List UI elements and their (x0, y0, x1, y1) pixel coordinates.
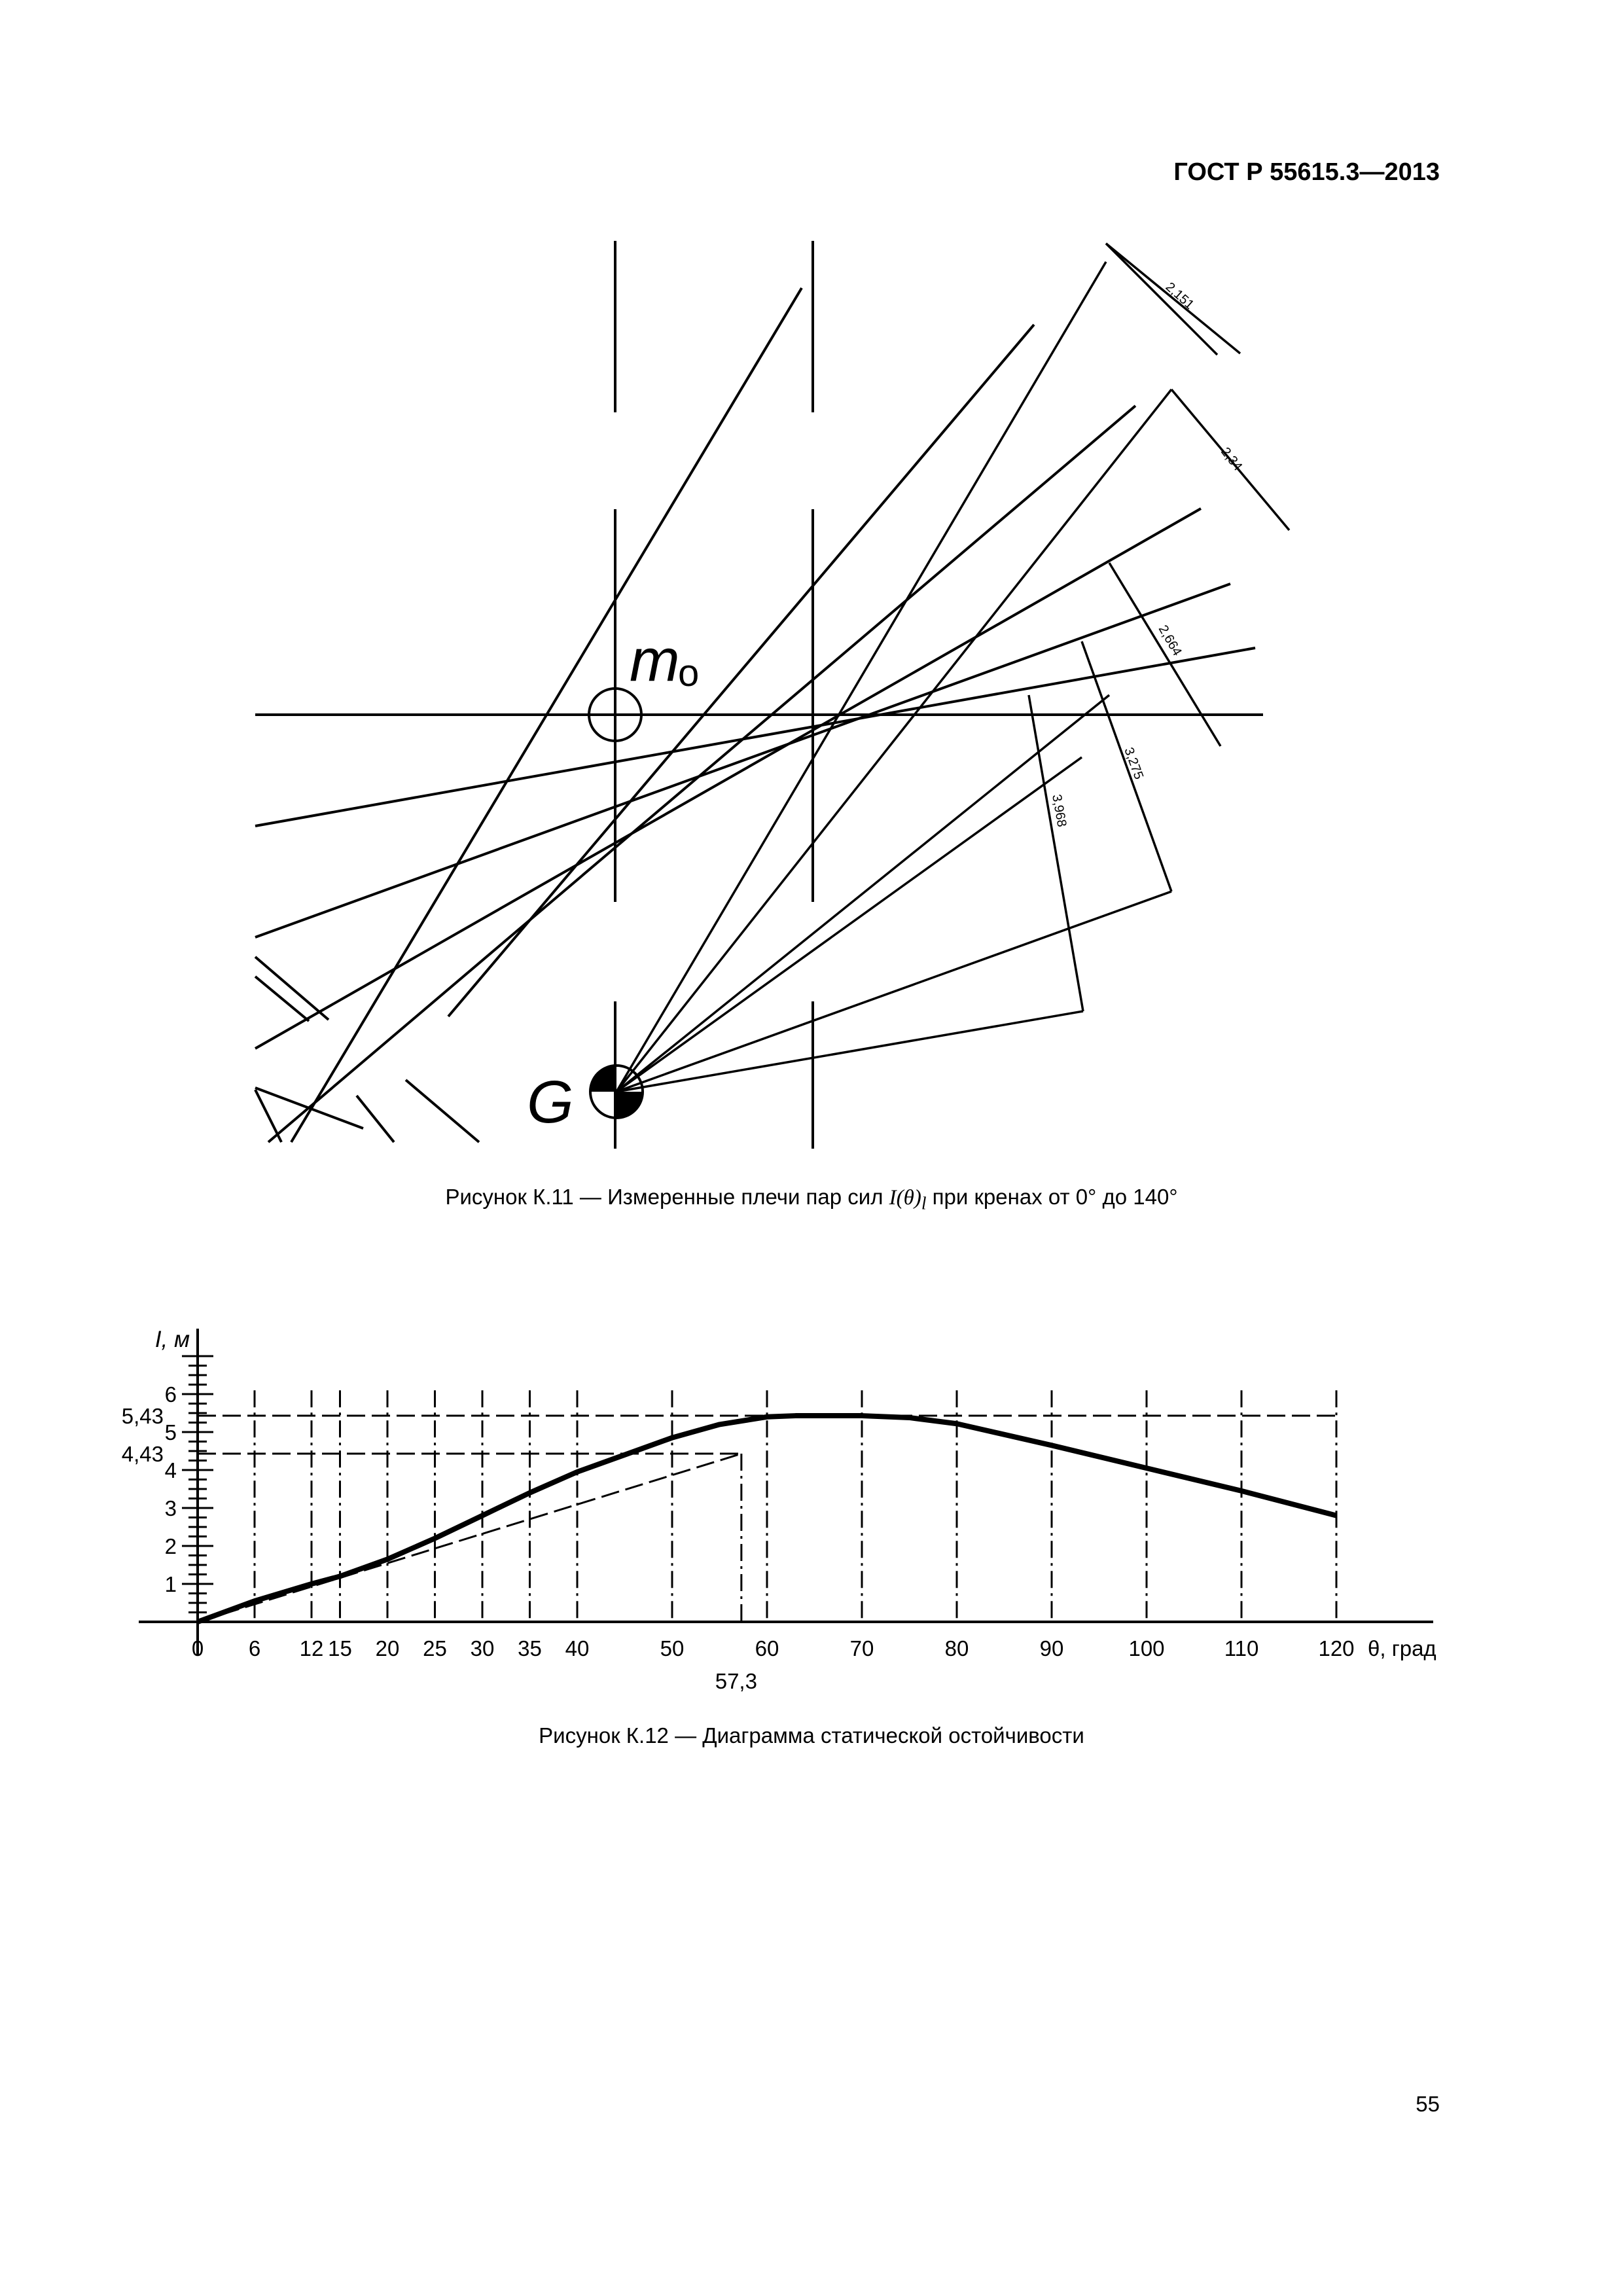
x-tick-label: 120 (1318, 1636, 1355, 1660)
y-tick-label: 1 (164, 1572, 177, 1596)
x-tick-label: 80 (944, 1636, 969, 1660)
metacentre-label: m (630, 627, 680, 694)
y-tick-label: 6 (164, 1382, 177, 1407)
tangent-line (198, 1454, 741, 1622)
x-tick-label: 90 (1039, 1636, 1064, 1660)
y-mark-label: 5,43 (121, 1404, 164, 1429)
x-tick-label: 50 (660, 1636, 685, 1660)
dimension-label: 3,968 (1049, 793, 1069, 829)
x-tick-label: 110 (1224, 1636, 1259, 1660)
x-tick-label: 6 (248, 1636, 261, 1660)
dimension-label: 2,34 (1218, 444, 1245, 474)
y-tick-label: 3 (164, 1496, 177, 1520)
x-tick-label: 15 (328, 1636, 352, 1660)
x-tick-label: 60 (755, 1636, 779, 1660)
y-mark-label: 4,43 (121, 1442, 164, 1467)
x-tick-label: 30 (470, 1636, 495, 1660)
chart-grid (198, 1390, 1336, 1622)
x-tick-label: 70 (849, 1636, 874, 1660)
dimension-label: 3,275 (1121, 745, 1147, 781)
dimension-label: 2,664 (1155, 622, 1185, 658)
caption-text-end: при кренах от 0° до 140° (926, 1185, 1178, 1209)
gravity-label: G (527, 1069, 574, 1136)
y-tick-label: 5 (164, 1420, 177, 1444)
y-tick-label: 2 (164, 1534, 177, 1558)
x-tick-label: 40 (565, 1636, 590, 1660)
caption-formula: I(θ) (889, 1186, 921, 1210)
x-tick-label: 12 (299, 1636, 324, 1660)
x-mark-label: 57,3 (715, 1669, 757, 1693)
x-tick-label: 0 (191, 1636, 204, 1660)
y-tick-label: 4 (164, 1458, 177, 1482)
caption-subscript: l (921, 1193, 927, 1213)
chart-labels (122, 1327, 1436, 1693)
figure-12-caption: Рисунок К.12 — Диаграмма статической остойчивости (539, 1723, 1084, 1748)
x-tick-label: 25 (423, 1636, 447, 1660)
document-header: ГОСТ Р 55615.3—2013 (1173, 158, 1440, 186)
x-tick-label: 35 (518, 1636, 542, 1660)
x-tick-label: 100 (1128, 1636, 1165, 1660)
page-number: 55 (1416, 2092, 1440, 2116)
caption-text: Рисунок К.11 — Измеренные плечи пар сил (445, 1185, 889, 1209)
metacentre-subscript: o (678, 652, 700, 694)
dimension-label: 2,151 (1162, 279, 1197, 313)
x-axis-label: θ, град (1368, 1636, 1436, 1660)
y-axis-label: I, м (154, 1327, 190, 1352)
x-tick-label: 20 (375, 1636, 400, 1660)
